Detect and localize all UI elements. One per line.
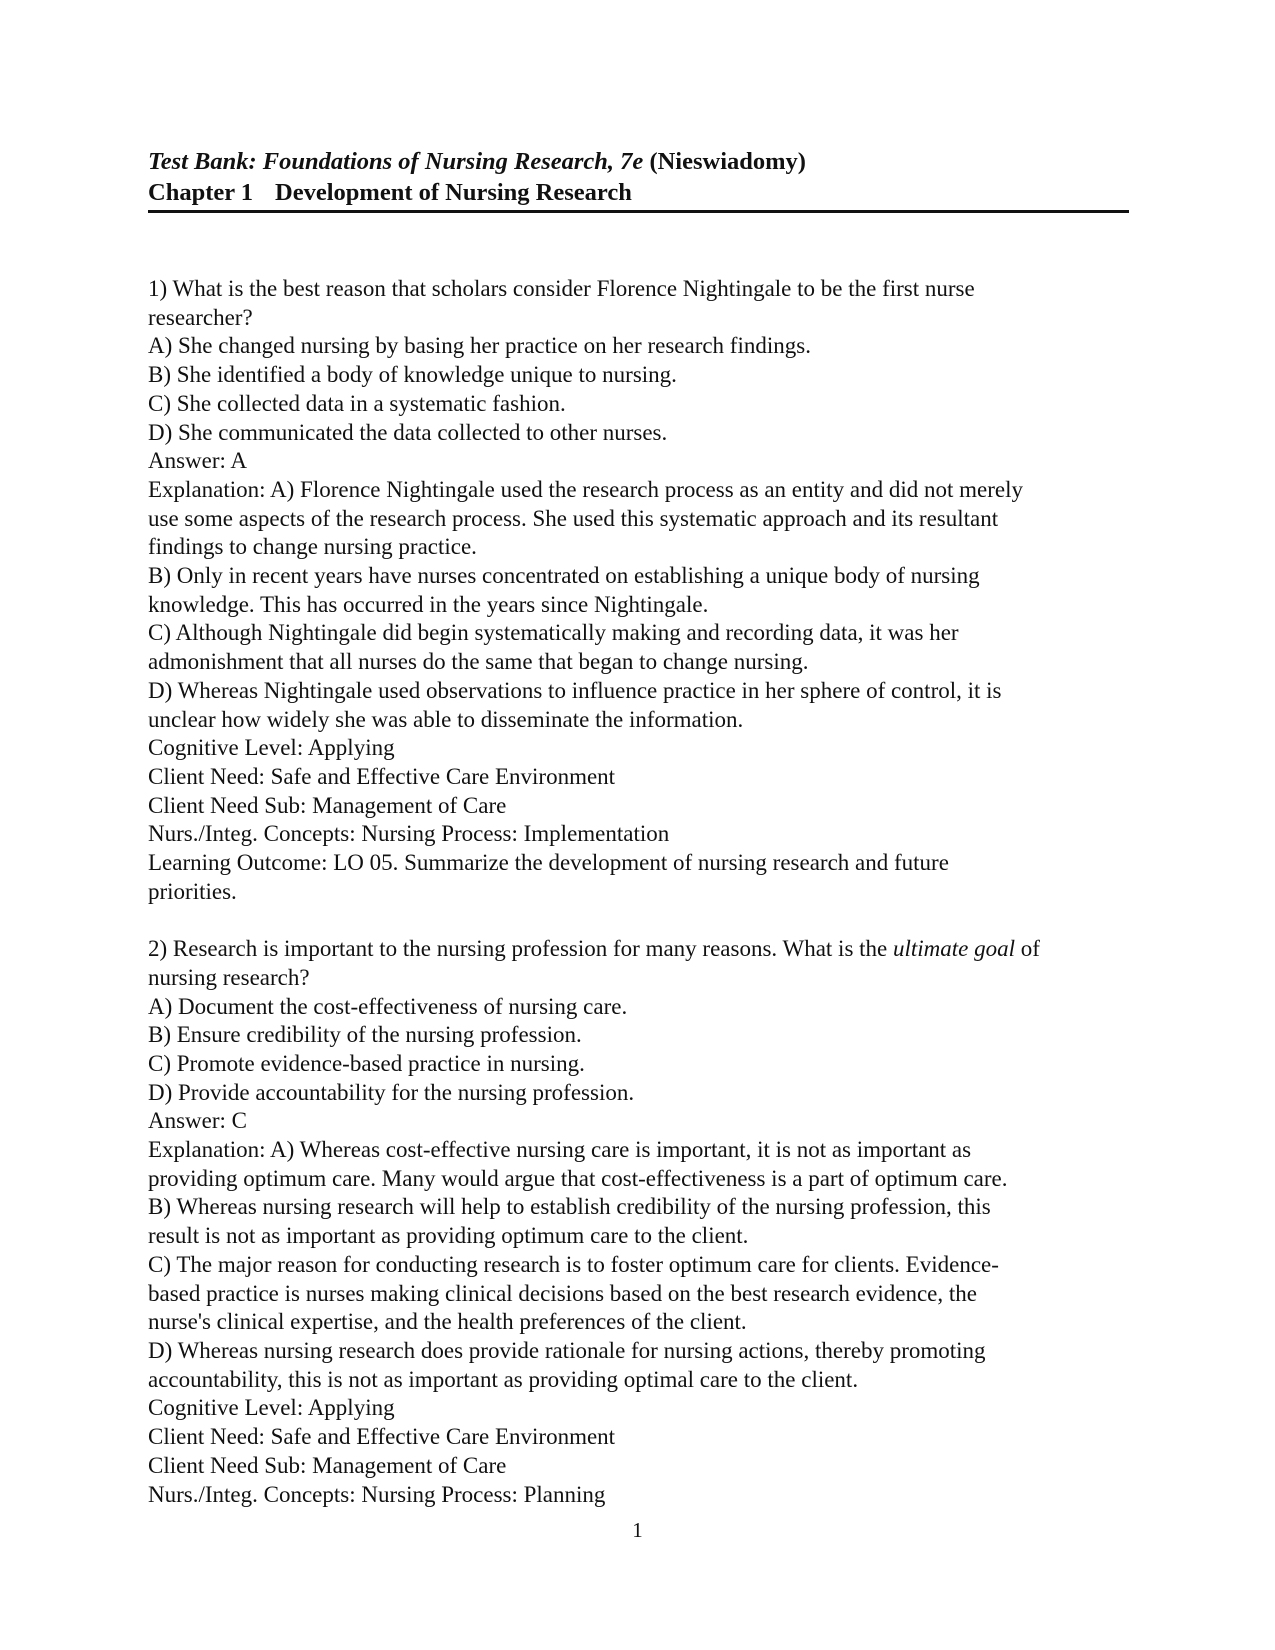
explanation-line: result is not as important as providing optimum care to the client.	[148, 1223, 749, 1249]
explanation-line: nurse's clinical expertise, and the health preferences of the client.	[148, 1309, 747, 1335]
explanation-line: based practice is nurses making clinical decisions based on the best research evidence, the	[148, 1280, 977, 1306]
explanation-line: B) Only in recent years have nurses concentrated on establishing a unique body of nursing	[148, 563, 980, 589]
explanation-line: knowledge. This has occurred in the years since Nightingale.	[148, 591, 709, 617]
question-stem: nursing research?	[148, 964, 310, 990]
chapter-label: Chapter 1	[148, 179, 254, 206]
book-title: Test Bank: Foundations of Nursing Research, 7e	[148, 148, 644, 175]
explanation-line: D) Whereas nursing research does provide rationale for nursing actions, thereby promoting	[148, 1338, 986, 1363]
explanation-line: unclear how widely she was able to disseminate the information.	[148, 706, 744, 732]
question-stem-text: of	[1015, 936, 1040, 962]
option-a: A) Document the cost-effectiveness of nursing care.	[148, 993, 628, 1019]
option-b: B) She identified a body of knowledge unique to nursing.	[148, 362, 677, 388]
learning-outcome: Learning Outcome: LO 05. Summarize the development of nursing research and future	[148, 850, 949, 876]
question-stem: 1) What is the best reason that scholars consider Florence Nightingale to be the first nurse	[148, 276, 975, 301]
explanation-line: admonishment that all nurses do the same that began to change nursing.	[148, 649, 809, 675]
explanation-line: C) The major reason for conducting research is to foster optimum care for clients. Evidence-	[148, 1251, 999, 1277]
question-1	[148, 275, 1129, 906]
chapter-title: Development of Nursing Research	[275, 179, 632, 206]
explanation-line: use some aspects of the research process. She used this systematic approach and its resultant	[148, 505, 999, 531]
answer: Answer: C	[148, 1108, 248, 1134]
emphasis-text: ultimate goal	[893, 936, 1016, 962]
cognitive-level: Cognitive Level: Applying	[148, 1395, 395, 1421]
integrated-concepts: Nurs./Integ. Concepts: Nursing Process: Implementation	[148, 821, 670, 847]
answer: Answer: A	[148, 448, 248, 474]
document-header	[148, 146, 1129, 213]
question-stem	[148, 935, 1129, 964]
explanation-line: providing optimum care. Many would argue that cost-effectiveness is a part of optimum care.	[148, 1165, 1008, 1191]
question-2	[148, 935, 1129, 1509]
client-need: Client Need: Safe and Effective Care Environment	[148, 1424, 616, 1450]
explanation-line: C) Although Nightingale did begin systematically making and recording data, it was her	[148, 620, 959, 646]
option-c: C) She collected data in a systematic fashion.	[148, 390, 566, 416]
learning-outcome: priorities.	[148, 878, 237, 904]
chapter-heading	[148, 177, 1129, 208]
page-number: 1	[632, 1518, 643, 1542]
book-author: (Nieswiadomy)	[643, 148, 806, 175]
option-c: C) Promote evidence-based practice in nursing.	[148, 1050, 585, 1076]
explanation-line: D) Whereas Nightingale used observations to influence practice in her sphere of control, it is	[148, 677, 1002, 703]
option-a: A) She changed nursing by basing her practice on her research findings.	[148, 333, 811, 359]
question-stem-text: 2) Research is important to the nursing profession for many reasons. What is the	[148, 936, 893, 962]
book-title-line	[148, 146, 1129, 177]
integrated-concepts: Nurs./Integ. Concepts: Nursing Process: Planning	[148, 1481, 606, 1507]
question-stem: researcher?	[148, 304, 253, 330]
option-d: D) Provide accountability for the nursing profession.	[148, 1079, 635, 1105]
explanation-line: Explanation: A) Whereas cost-effective nursing care is important, it is not as important as	[148, 1137, 972, 1163]
cognitive-level: Cognitive Level: Applying	[148, 735, 395, 761]
explanation-line: Explanation: A) Florence Nightingale used the research process as an entity and did not merely	[148, 476, 1024, 502]
option-d: D) She communicated the data collected to other nurses.	[148, 419, 668, 445]
client-need-sub: Client Need Sub: Management of Care	[148, 1452, 507, 1478]
client-need-sub: Client Need Sub: Management of Care	[148, 792, 507, 818]
document-body	[148, 275, 1129, 1509]
explanation-line: accountability, this is not as important as providing optimal care to the client.	[148, 1366, 859, 1392]
client-need: Client Need: Safe and Effective Care Environment	[148, 763, 616, 789]
explanation-line: findings to change nursing practice.	[148, 534, 477, 560]
explanation-line: B) Whereas nursing research will help to establish credibility of the nursing profession, this	[148, 1194, 991, 1220]
option-b: B) Ensure credibility of the nursing profession.	[148, 1022, 582, 1048]
